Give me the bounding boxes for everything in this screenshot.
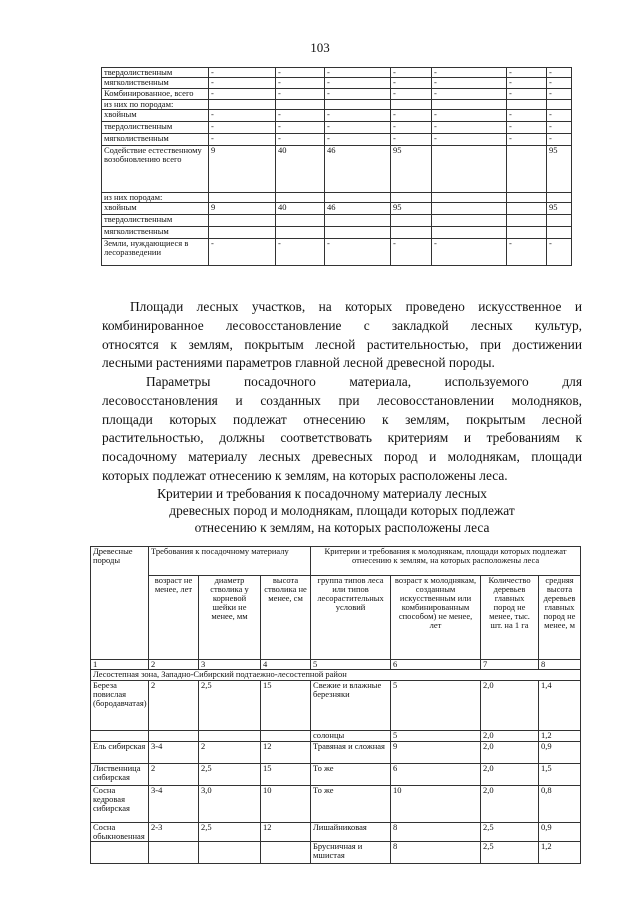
- column-number: 3: [199, 660, 261, 670]
- row-label: мягколиственным: [102, 227, 209, 239]
- table-cell: [209, 227, 276, 239]
- table-cell: 5: [391, 731, 481, 742]
- table-cell: -: [209, 122, 276, 134]
- heading-line: Критерии и требования к посадочному материалу лесных: [157, 486, 487, 501]
- table-cell: 0,9: [539, 823, 581, 842]
- row-label: из них по породам:: [102, 100, 209, 110]
- table-cell: 2,0: [481, 681, 539, 731]
- row-label: хвойным: [102, 110, 209, 122]
- row-label: твердолиственным: [102, 122, 209, 134]
- paragraph-line: комбинированное лесовосстановление с закладкой лесных культур,: [102, 317, 582, 333]
- table-cell: 8: [391, 823, 481, 842]
- table-cell: -: [432, 110, 507, 122]
- table-cell: 95: [391, 146, 432, 193]
- table-cell: -: [276, 89, 325, 100]
- table-cell: 2,5: [481, 823, 539, 842]
- table-cell: -: [209, 110, 276, 122]
- table-cell: -: [547, 78, 572, 89]
- table-cell: -: [325, 122, 391, 134]
- paragraph-parameters: [102, 373, 582, 486]
- species-cell: [91, 842, 149, 864]
- table-cell: -: [276, 122, 325, 134]
- table-row: [102, 227, 572, 239]
- paragraph-line: лесовосстановления и созданных при лесовосстановлении молодняков,: [102, 392, 582, 408]
- species-cell: Ель сибирская: [91, 742, 149, 764]
- table-cell: [507, 193, 547, 203]
- column-number: 8: [539, 660, 581, 670]
- table-cell: [325, 227, 391, 239]
- table-cell: 9: [209, 203, 276, 215]
- column-number: 7: [481, 660, 539, 670]
- table-cell: -: [507, 78, 547, 89]
- header-height: высота стволика не менее, см: [261, 576, 311, 660]
- table-row: [91, 786, 581, 823]
- header-planting-requirements: Требования к посадочному материалу: [149, 547, 311, 576]
- table-cell: 5: [391, 681, 481, 731]
- table-cell: 15: [261, 764, 311, 786]
- table-row: [102, 239, 572, 266]
- table-cell: [391, 193, 432, 203]
- table-cell: -: [276, 239, 325, 266]
- row-label: хвойным: [102, 203, 209, 215]
- table-cell: [547, 100, 572, 110]
- table-cell: [507, 100, 547, 110]
- table-cell: -: [325, 239, 391, 266]
- table-cell: -: [325, 110, 391, 122]
- paragraph-line: лесными растениями параметров главной лесной древесной породы.: [102, 355, 495, 371]
- heading-line: древесных пород и молоднякам, площади которых подлежат: [169, 503, 515, 518]
- row-label: Содействие естественному возобновлению всего: [102, 146, 209, 193]
- table-cell: Лишайниковая: [311, 823, 391, 842]
- table-row: [91, 764, 581, 786]
- table-cell: -: [547, 110, 572, 122]
- table-cell: [391, 227, 432, 239]
- header-forest-type: группа типов леса или типов лесорастительных условий: [311, 576, 391, 660]
- table-cell: [149, 842, 199, 864]
- table-cell: 46: [325, 146, 391, 193]
- table-cell: [276, 100, 325, 110]
- table-row: [102, 68, 572, 78]
- table-cell: -: [547, 68, 572, 78]
- table-cell: [391, 100, 432, 110]
- table-cell: [507, 146, 547, 193]
- table-cell: 9: [209, 146, 276, 193]
- table-cell: -: [209, 134, 276, 146]
- table-row: [102, 100, 572, 110]
- paragraph-line: растительностью, должны соответствовать критериям и требованиям к: [102, 430, 582, 446]
- table-cell: -: [432, 122, 507, 134]
- table-cell: То же: [311, 786, 391, 823]
- column-number: 1: [91, 660, 149, 670]
- table-row: [102, 146, 572, 193]
- table-row: [91, 842, 581, 864]
- table-cell: 8: [391, 842, 481, 864]
- table-cell: -: [547, 89, 572, 100]
- row-label: мягколиственным: [102, 134, 209, 146]
- table-cell: -: [209, 78, 276, 89]
- table-cell: [149, 731, 199, 742]
- table-cell: -: [391, 134, 432, 146]
- species-cell: Сосна обыкновенная: [91, 823, 149, 842]
- table-cell: 2-3: [149, 823, 199, 842]
- table-cell: [391, 215, 432, 227]
- table-cell: 3-4: [149, 742, 199, 764]
- table-cell: -: [391, 78, 432, 89]
- table-cell: -: [325, 68, 391, 78]
- table-cell: 2,5: [481, 842, 539, 864]
- table-cell: Свежие и влажные березняки: [311, 681, 391, 731]
- paragraph-line: которых подлежат отнесению к землям, на которых расположены леса.: [102, 467, 508, 483]
- table-row: [102, 193, 572, 203]
- table-cell: [432, 100, 507, 110]
- table-cell: -: [432, 134, 507, 146]
- table-row: [102, 89, 572, 100]
- table-cell: [432, 203, 507, 215]
- table-row: [91, 681, 581, 731]
- table-cell: -: [391, 239, 432, 266]
- table-cell: [276, 215, 325, 227]
- table-cell: -: [276, 78, 325, 89]
- header-diameter: диаметр стволика у корневой шейки не менее, мм: [199, 576, 261, 660]
- paragraph-line: Площади лесных участков, на которых проведено искусственное и: [130, 299, 582, 314]
- table-cell: 95: [547, 203, 572, 215]
- table-cell: [325, 100, 391, 110]
- column-number-row: [91, 660, 581, 670]
- table-cell: -: [547, 134, 572, 146]
- table-cell: -: [209, 68, 276, 78]
- table-cell: 40: [276, 146, 325, 193]
- header-avg-height: средняя высота деревьев главных пород не менее, м: [539, 576, 581, 660]
- table-cell: -: [209, 239, 276, 266]
- zone-row: Лесостепная зона, Западно-Сибирский подтаежно-лесостепной район: [91, 670, 581, 681]
- header-young-criteria: Критерии и требования к молоднякам, площади которых подлежат отнесению к землям, на которых расположены леса: [311, 547, 581, 576]
- table-cell: То же: [311, 764, 391, 786]
- table-cell: 15: [261, 681, 311, 731]
- table-cell: [325, 215, 391, 227]
- table-cell: 1,4: [539, 681, 581, 731]
- table-cell: -: [432, 68, 507, 78]
- table-cell: 1,2: [539, 731, 581, 742]
- table-cell: 0,9: [539, 742, 581, 764]
- table-cell: 46: [325, 203, 391, 215]
- table-cell: -: [391, 68, 432, 78]
- table-cell: 2: [199, 742, 261, 764]
- table-cell: -: [325, 134, 391, 146]
- table-cell: [507, 203, 547, 215]
- table-cell: -: [547, 239, 572, 266]
- table-cell: 2,0: [481, 731, 539, 742]
- table-cell: 10: [261, 786, 311, 823]
- criteria-table: [90, 546, 581, 864]
- table-cell: [325, 193, 391, 203]
- table-cell: [507, 215, 547, 227]
- species-cell: Береза повислая (бородавчатая): [91, 681, 149, 731]
- table-cell: 95: [391, 203, 432, 215]
- row-label: мягколиственным: [102, 78, 209, 89]
- table-row: [102, 134, 572, 146]
- table-cell: -: [391, 122, 432, 134]
- table-cell: [276, 193, 325, 203]
- table-cell: 2,5: [199, 681, 261, 731]
- table-cell: 2,0: [481, 786, 539, 823]
- table-cell: [199, 731, 261, 742]
- table-cell: 2: [149, 681, 199, 731]
- table-row: [102, 78, 572, 89]
- table-cell: -: [507, 239, 547, 266]
- table-row: [91, 742, 581, 764]
- table-cell: [547, 227, 572, 239]
- table-cell: 3,0: [199, 786, 261, 823]
- row-label: Земли, нуждающиеся в лесоразведении: [102, 239, 209, 266]
- table-cell: 40: [276, 203, 325, 215]
- header-age: возраст не менее, лет: [149, 576, 199, 660]
- table-cell: [432, 227, 507, 239]
- table-cell: 95: [547, 146, 572, 193]
- row-label: Комбинированное, всего: [102, 89, 209, 100]
- table-cell: [507, 227, 547, 239]
- table-cell: -: [507, 134, 547, 146]
- column-number: 5: [311, 660, 391, 670]
- table-cell: 2,5: [199, 764, 261, 786]
- table-row: [91, 823, 581, 842]
- table-cell: 9: [391, 742, 481, 764]
- table-cell: -: [276, 68, 325, 78]
- table-cell: солонцы: [311, 731, 391, 742]
- heading-line: отнесению к землям, на которых расположены леса: [194, 520, 490, 535]
- table-cell: 2: [149, 764, 199, 786]
- table-cell: [547, 215, 572, 227]
- table-cell: [432, 215, 507, 227]
- paragraph-line: относятся к землям, покрытым лесной растительностью, при достижении: [102, 336, 582, 352]
- table-cell: -: [507, 110, 547, 122]
- table-cell: -: [432, 78, 507, 89]
- paragraph-line: площади которых подлежат отнесению к землям, покрытым лесной: [102, 411, 582, 427]
- table-cell: -: [432, 239, 507, 266]
- row-label: твердолиственным: [102, 68, 209, 78]
- species-cell: Сосна кедровая сибирская: [91, 786, 149, 823]
- table-cell: -: [276, 110, 325, 122]
- table-cell: Брусничная и мшистая: [311, 842, 391, 864]
- species-cell: [91, 731, 149, 742]
- header-young-age: возраст к молоднякам, созданным искусственным или комбинированным способом) не менее, лет: [391, 576, 481, 660]
- table-cell: [209, 100, 276, 110]
- paragraph-planting: [102, 298, 582, 373]
- column-number: 6: [391, 660, 481, 670]
- table-cell: 2,5: [199, 823, 261, 842]
- table-cell: [276, 227, 325, 239]
- table-cell: -: [276, 134, 325, 146]
- table-cell: 3-4: [149, 786, 199, 823]
- table-row: [91, 731, 581, 742]
- table-cell: [432, 193, 507, 203]
- table-cell: 1,2: [539, 842, 581, 864]
- table-cell: -: [507, 89, 547, 100]
- table-row: [102, 122, 572, 134]
- table-cell: -: [507, 122, 547, 134]
- column-number: 2: [149, 660, 199, 670]
- table-cell: 1,5: [539, 764, 581, 786]
- table-cell: [199, 842, 261, 864]
- page-number: 103: [310, 40, 330, 55]
- table-cell: 2,0: [481, 764, 539, 786]
- table-cell: Травяная и сложная: [311, 742, 391, 764]
- table-row: [102, 203, 572, 215]
- table-cell: -: [507, 68, 547, 78]
- column-number: 4: [261, 660, 311, 670]
- table-cell: 6: [391, 764, 481, 786]
- table-cell: 10: [391, 786, 481, 823]
- table-cell: [261, 842, 311, 864]
- header-species: Древесные породы: [91, 547, 149, 660]
- table-cell: 12: [261, 742, 311, 764]
- table-row: [102, 110, 572, 122]
- table-cell: -: [547, 122, 572, 134]
- table-cell: -: [391, 89, 432, 100]
- paragraph-line: Параметры посадочного материала, используемого для: [146, 374, 582, 389]
- table-row: [102, 215, 572, 227]
- table-cell: [547, 193, 572, 203]
- table-cell: [432, 146, 507, 193]
- header-tree-count: Количество деревьев главных пород не менее, тыс. шт. на 1 га: [481, 576, 539, 660]
- criteria-heading: [102, 485, 582, 536]
- table-cell: 2,0: [481, 742, 539, 764]
- table-cell: [209, 193, 276, 203]
- table-cell: -: [325, 78, 391, 89]
- table-cell: -: [391, 110, 432, 122]
- forest-restoration-table: [101, 67, 572, 266]
- table-cell: [261, 731, 311, 742]
- row-label: из них породам:: [102, 193, 209, 203]
- species-cell: Лиственница сибирская: [91, 764, 149, 786]
- row-label: твердолиственным: [102, 215, 209, 227]
- table-cell: -: [432, 89, 507, 100]
- table-cell: -: [209, 89, 276, 100]
- table-cell: 12: [261, 823, 311, 842]
- table-cell: 0,8: [539, 786, 581, 823]
- table-cell: [209, 215, 276, 227]
- paragraph-line: посадочному материалу лесных древесных пород и молоднякам, площади: [102, 449, 582, 465]
- table-cell: -: [325, 89, 391, 100]
